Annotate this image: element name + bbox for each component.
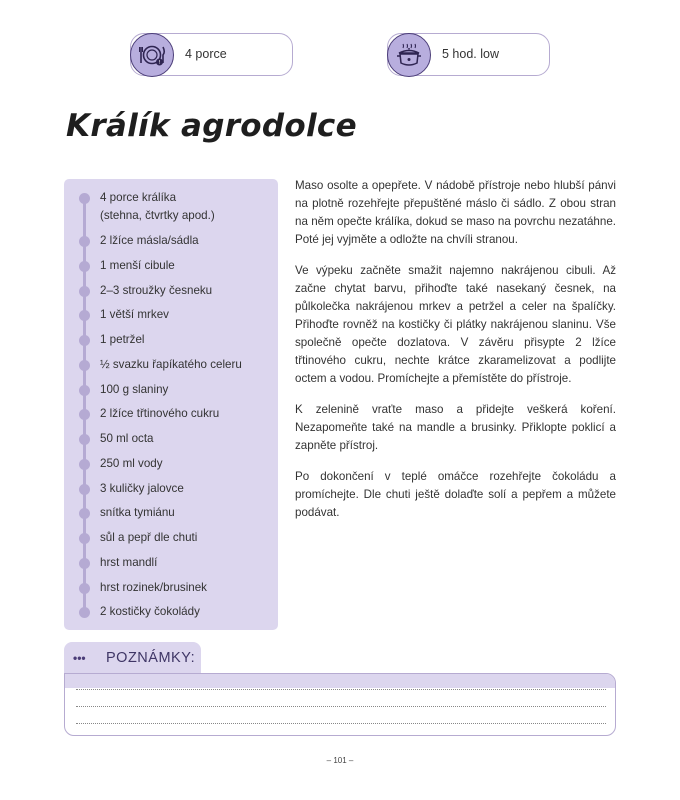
notes-tab (64, 642, 201, 675)
cook-time-label: 5 hod. low (442, 47, 499, 61)
bullet-dot-icon (79, 385, 90, 396)
bullet-dot-icon (79, 459, 90, 470)
ingredient-item (64, 331, 278, 349)
ingredient-text: 3 kuličky jalovce (100, 481, 184, 495)
ingredient-text: ½ svazku řapíkatého celeru (100, 357, 242, 371)
servings-pill (130, 33, 293, 76)
bullet-dot-icon (79, 193, 90, 204)
page-number: – 101 – (326, 756, 354, 765)
notes-box[interactable] (64, 673, 616, 736)
slow-cooker-icon (387, 33, 431, 77)
notes-line (76, 723, 606, 724)
bullet-dot-icon (79, 261, 90, 272)
ingredient-text: 1 menší cibule (100, 258, 175, 272)
ingredient-text: 1 větší mrkev (100, 308, 169, 322)
dots-icon: ••• (73, 651, 86, 665)
ingredient-item (64, 381, 278, 399)
ingredient-text: (stehna, čtvrtky apod.) (100, 209, 215, 222)
ingredient-item (64, 529, 278, 547)
ingredient-text: hrst mandlí (100, 555, 158, 569)
instruction-paragraph: Po dokončení v teplé omáčce rozehřejte čokoládu a promíchejte. Dle chuti ještě dolaďte solí a pepřem a můžete podávat. (295, 470, 616, 519)
ingredient-text: sůl a pepř dle chuti (100, 531, 198, 544)
ingredient-text: 2 lžíce másla/sádla (100, 234, 199, 247)
ingredient-text: 2 kostičky čokolády (100, 605, 200, 619)
ingredient-item (64, 257, 278, 275)
bullet-dot-icon (79, 484, 90, 495)
ingredient-text: 2 lžíce třtinového cukru (100, 407, 220, 421)
bullet-dot-icon (79, 508, 90, 519)
ingredient-item (64, 356, 278, 374)
ingredient-item (64, 232, 278, 250)
notes-line (76, 706, 606, 707)
ingredient-item (64, 579, 278, 597)
bullet-dot-icon (79, 310, 90, 321)
instruction-paragraph: Maso osolte a opepřete. V nádobě přístroje nebo hlubší pánvi na plotně rozehřejte přepuštěné máslo či sádlo. Z obou stran na něm opečte králíka, dokud se maso na povrchu nezatáhne. Poté jej vyjměte a odložte na chvíli stranou. (295, 179, 616, 246)
ingredient-item (64, 480, 278, 498)
bullet-dot-icon (79, 286, 90, 297)
bullet-dot-icon (79, 583, 90, 594)
ingredient-item (64, 189, 278, 225)
ingredient-item (64, 430, 278, 448)
servings-label: 4 porce (185, 47, 227, 61)
bullet-dot-icon (79, 434, 90, 445)
ingredient-item (64, 554, 278, 572)
ingredient-item (64, 455, 278, 473)
ingredients-panel (64, 179, 278, 630)
recipe-title: Králík agrodolce (66, 108, 357, 144)
ingredient-item (64, 405, 278, 423)
bullet-dot-icon (79, 558, 90, 569)
bullet-dot-icon (79, 360, 90, 371)
cook-time-pill (387, 33, 550, 76)
ingredient-text: 4 porce králíka (100, 191, 177, 204)
ingredient-text: 1 petržel (100, 333, 145, 346)
plate-cutlery-icon (130, 33, 174, 77)
notes-header-strip (65, 674, 615, 688)
ingredient-text: 250 ml vody (100, 456, 163, 470)
ingredient-text: hrst rozinek/brusinek (100, 580, 207, 594)
instruction-paragraph: Ve výpeku začněte smažit najemno nakrájenou cibuli. Až začne chytat barvu, přihoďte také nasekaný česnek, na půlkolečka nakrájenou mrkev a petržel a celer na špalíčky. Přihoďte rovněž na kostičky či plátky nakrájenou slaninu. Vše společně opečte dozlatova. V závěru přisypte 2 lžíce třtinového cukru, nechte krátce zkaramelizovat a podlijte octem a vodou. Promíchejte a přemístěte do přístroje. (295, 264, 616, 385)
ingredient-item (64, 282, 278, 300)
bullet-dot-icon (79, 335, 90, 346)
ingredient-text: 50 ml octa (100, 432, 154, 445)
ingredients-list (64, 189, 278, 628)
ingredient-item (64, 306, 278, 324)
svg-text:!: ! (158, 60, 161, 66)
bullet-dot-icon (79, 236, 90, 247)
ingredient-item (64, 603, 278, 621)
ingredient-text: 2–3 stroužky česneku (100, 283, 213, 297)
ingredient-item (64, 504, 278, 522)
bullet-dot-icon (79, 409, 90, 420)
bullet-dot-icon (79, 533, 90, 544)
bullet-dot-icon (79, 607, 90, 618)
instructions (295, 177, 616, 535)
ingredient-text: snítka tymiánu (100, 506, 175, 520)
notes-label: POZNÁMKY: (106, 650, 196, 666)
ingredient-text: 100 g slaniny (100, 382, 169, 396)
notes-line (76, 689, 606, 690)
instruction-paragraph: K zelenině vraťte maso a přidejte veškerá koření. Nezapomeňte také na mandle a brusinky. Přiklopte poklicí a zapněte přístroj. (295, 403, 616, 452)
